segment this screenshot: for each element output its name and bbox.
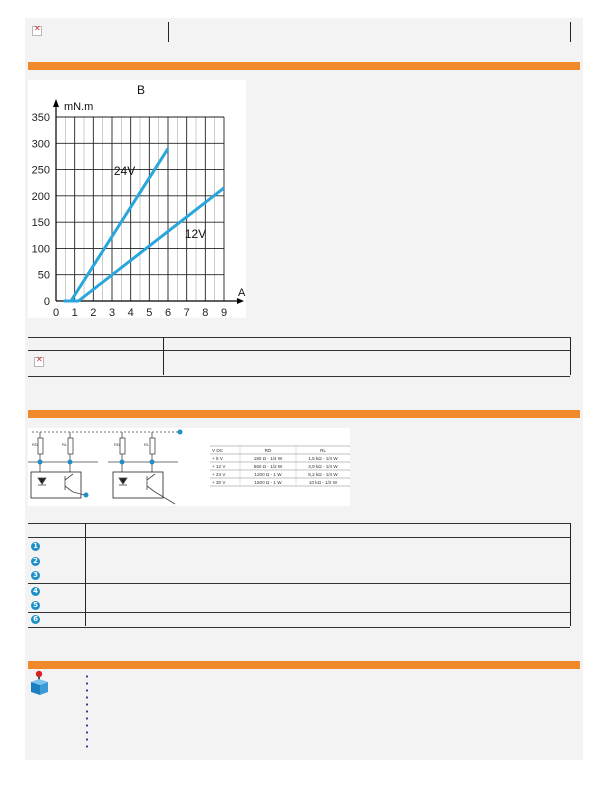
table-cell: 3,9 kΩ - 1/4 W [308,464,338,469]
x-tick-label: 1 [71,307,78,318]
table-cell: 180 Ω - 1/4 W [253,456,283,461]
series-line [65,188,224,301]
x-tick-label: 4 [127,307,134,318]
table-row-divider [28,612,570,613]
resistor-table [210,446,350,486]
rl-label: RL [144,442,150,447]
table-cell: 10 kΩ - 1/2 W [308,480,338,485]
callout-marker: 6 [31,615,40,624]
callout-marker: 3 [31,571,40,580]
table-divider [168,22,169,42]
x-tick-label: 9 [220,307,228,318]
chart-title: B [136,83,146,97]
info-table [28,337,570,377]
x-tick-label: 5 [146,307,153,318]
y-axis-label: mN.m [64,101,94,113]
table-row-divider [28,350,570,351]
callout-marker: 2 [31,557,40,566]
x-axis-label: A [238,287,246,299]
series-label: 12V [184,226,207,241]
y-tick-label: 150 [31,217,50,230]
rl-label: RL [62,442,68,447]
x-tick-label: 3 [108,307,116,318]
rd-label: RD [32,442,38,447]
series-label: 24V [113,163,136,178]
info-box-icon [29,670,51,696]
x-tick-label: 7 [183,307,190,318]
dotted-separator [86,673,88,751]
y-axis-arrow [53,99,59,107]
y-tick-label: 50 [37,269,50,282]
broken-image-icon [32,26,42,36]
table-cell: + 12 V [212,464,226,469]
table-divider [570,22,571,42]
callout-marker: 4 [31,587,40,596]
table-divider [163,337,164,375]
table-header-cell: RL [320,448,326,453]
table-cell: 1500 Ω - 1 W [254,480,282,485]
x-tick-label: 0 [52,307,60,318]
table-row-divider [28,583,570,584]
table-divider [85,523,86,626]
circuit-svg [28,428,350,506]
torque-chart [28,80,246,318]
y-tick-label: 200 [31,190,50,203]
table-divider [570,337,571,375]
y-tick-label: 350 [31,112,50,124]
table-row-divider [28,537,570,538]
y-tick-label: 250 [31,164,50,177]
y-tick-label: 300 [31,138,50,151]
x-tick-label: 6 [164,307,172,318]
x-tick-label: 2 [90,307,97,318]
table-header-cell: V DC [212,448,223,453]
table-cell: + 5 V [212,456,223,461]
section-bar [28,661,580,669]
rd-label: RD [114,442,120,447]
callout-marker: 5 [31,601,40,610]
chart-svg [28,80,246,318]
section-bar [28,62,580,70]
x-tick-label: 8 [202,307,209,318]
table-cell: + 30 V [212,480,226,485]
y-tick-label: 0 [43,296,50,308]
table-cell: 1200 Ω - 1 W [254,472,282,477]
table-divider [570,523,571,626]
broken-image-icon [34,357,44,367]
callout-marker: 1 [31,542,40,551]
table-cell: 8,2 kΩ - 1/4 W [308,472,338,477]
table-header-cell: RD [264,448,272,453]
table-cell: 560 Ω - 1/2 W [253,464,283,469]
table-cell: 1,5 kΩ - 1/4 W [308,456,338,461]
section-bar [28,410,580,418]
wiring-diagram [28,428,350,506]
table-cell: + 24 V [212,472,226,477]
y-tick-label: 100 [31,243,50,256]
